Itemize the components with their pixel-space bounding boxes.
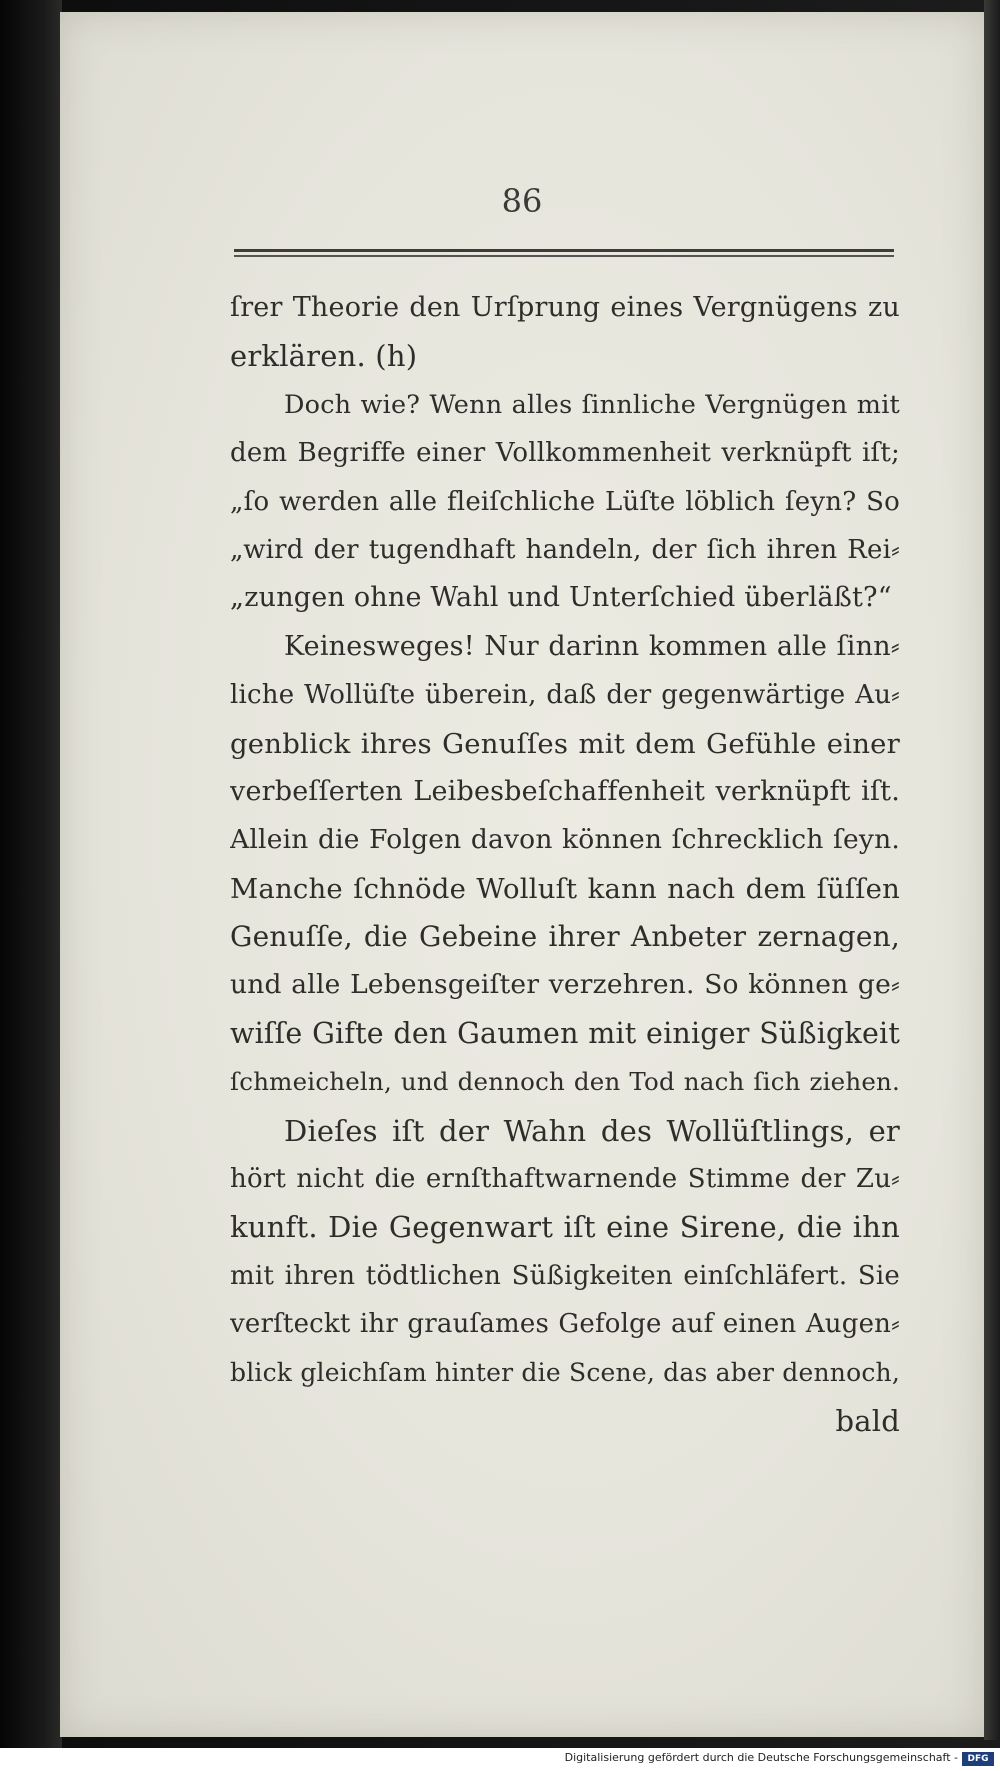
text-line: liche Wollüſte überein, daß der gegenwärtige Au⸗ (230, 680, 900, 711)
text-line: hört nicht die ernſthaftwarnende Stimme der Zu⸗ (230, 1164, 900, 1195)
text-line: Manche ſchnöde Wolluſt kann nach dem ſüſſen (230, 872, 900, 905)
footer-bar (0, 1748, 1000, 1771)
text-line: Dieſes iſt der Wahn des Wollüſtlings, er (284, 1113, 900, 1148)
text-line: kunft. Die Gegenwart iſt eine Sirene, die ihn (230, 1210, 900, 1245)
catchword: bald (835, 1403, 900, 1438)
text-line: Doch wie? Wenn alles ſinnliche Vergnügen mit (284, 389, 900, 420)
text-line: genblick ihres Genuſſes mit dem Gefühle einer (230, 727, 900, 760)
page-number: 86 (501, 182, 543, 220)
text-line: Keinesweges! Nur darinn kommen alle ſinn⸗ (284, 630, 900, 662)
text-line: „wird der tugendhaft handeln, der ſich ihren Rei⸗ (230, 534, 900, 565)
text-line: „ſo werden alle fleiſchliche Lüſte löblich ſeyn? So (230, 486, 900, 517)
text-line: wiſſe Gifte den Gaumen mit einiger Süßigkeit (230, 1016, 900, 1050)
book-binding (0, 0, 62, 1771)
text-line: ſchmeicheln, und dennoch den Tod nach ſich ziehen. (230, 1067, 900, 1097)
book-page (60, 12, 984, 1737)
text-line: dem Begriffe einer Vollkommenheit verknüpft iſt; (230, 438, 900, 469)
text-line: verſteckt ihr grauſames Gefolge auf einen Augen⸗ (230, 1309, 900, 1340)
text-line: Allein die Folgen davon können ſchrecklich ſeyn. (230, 824, 900, 856)
text-line: verbeſſerten Leibesbeſchaffenheit verknüpft iſt. (230, 775, 900, 807)
body-text (230, 284, 900, 1445)
text-line: blick gleichſam hinter die Scene, das aber dennoch, (230, 1357, 900, 1387)
dfg-logo-icon: DFG (962, 1752, 994, 1766)
text-line: mit ihren tödtlichen Süßigkeiten einſchläfert. Sie (230, 1260, 900, 1291)
page-edge (984, 0, 1000, 1740)
text-line: ſrer Theorie den Urſprung eines Vergnügens zu (230, 292, 900, 323)
text-line: Genuſſe, die Gebeine ihrer Anbeter zernagen, (230, 920, 900, 954)
text-line: „zungen ohne Wahl und Unterſchied überläßt?“ (230, 582, 892, 614)
header-rule (234, 249, 894, 257)
funding-credit: Digitalisierung gefördert durch die Deutsche Forschungsgemeinschaft - (564, 1751, 958, 1764)
text-line: und alle Lebensgeiſter verzehren. So können ge⸗ (230, 969, 900, 1001)
text-line: erklären. (h) (230, 339, 418, 374)
